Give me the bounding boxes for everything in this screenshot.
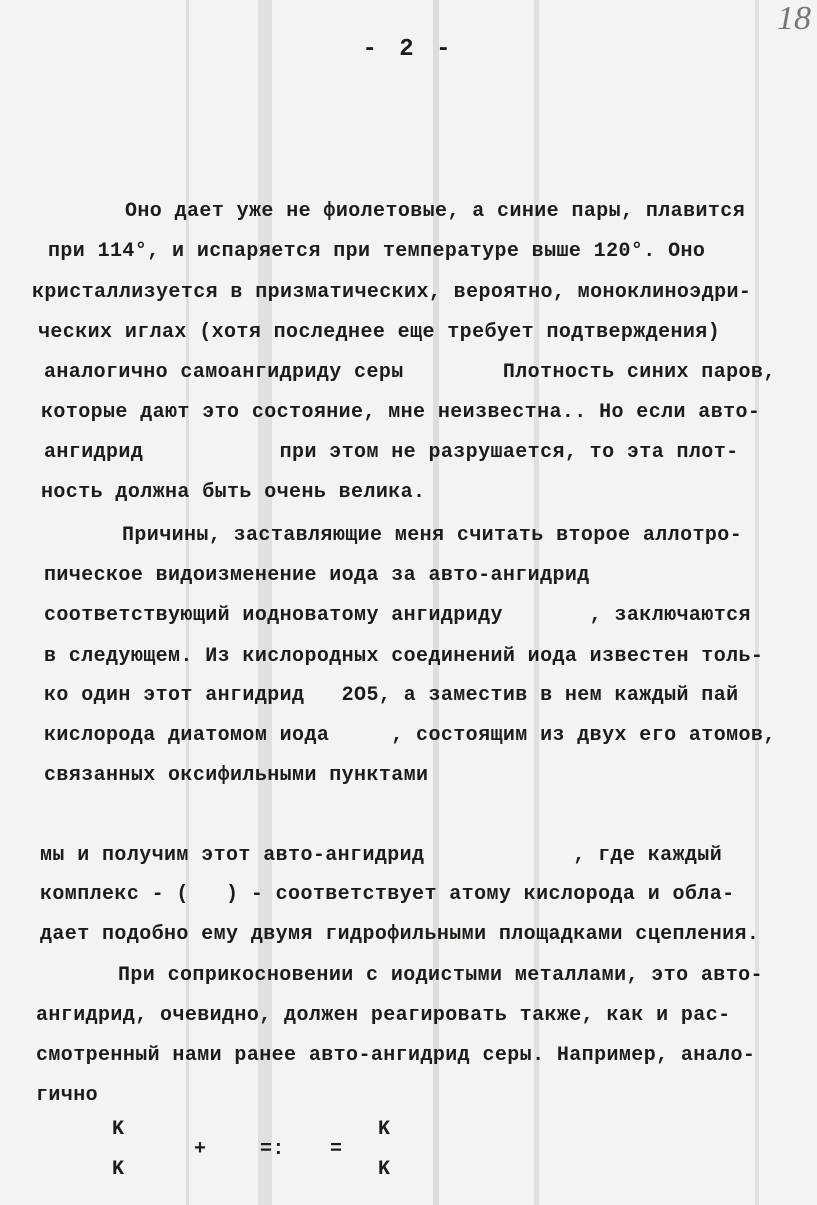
text-line: Оно дает уже не фиолетовые, а синие пары, плавится [125, 200, 746, 223]
text-line: аналогично самоангидриду серы Плотность синих паров, [44, 361, 776, 384]
text-line: ко один этот ангидрид 2O5, а заместив в нем каждый пай [44, 684, 739, 707]
text-line: соответствующий иодноватому ангидриду , заключаются [44, 604, 751, 627]
text-line: которые дают это состояние, мне неизвестна.. Но если авто- [41, 401, 761, 424]
text-line: комплекс - ( ) - соответствует атому кислорода и обла- [40, 883, 735, 906]
text-line: ангидрид, очевидно, должен реагировать также, как и рас- [36, 1004, 731, 1027]
text-line: мы и получим этот авто-ангидрид , где каждый [40, 844, 723, 867]
text-line: дает подобно ему двумя гидрофильными площадками сцепления. [40, 923, 760, 946]
text-line: пическое видоизменение иода за авто-ангидрид [44, 564, 590, 587]
equation-sign: = [330, 1138, 343, 1161]
text-line: смотренный нами ранее авто-ангидрид серы. Например, анало- [36, 1044, 756, 1067]
text-line: При соприкосновении с иодистыми металлами, это авто- [118, 964, 763, 987]
equation-k-left-top: K [112, 1118, 125, 1141]
text-line: кристаллизуется в призматических, вероятно, моноклиноэдри- [32, 281, 752, 304]
equation-k-right-bottom: K [378, 1158, 391, 1181]
equation-plus: + [194, 1138, 207, 1161]
equation-k-right-top: K [378, 1118, 391, 1141]
page-number: - 2 - [362, 36, 455, 63]
scan-streak [755, 0, 759, 1205]
text-line: кислорода диатомом иода , состоящим из двух его атомов, [44, 724, 776, 747]
text-line: при 114°, и испаряется при температуре выше 120°. Оно [48, 240, 706, 263]
text-line: ангидрид при этом не разрушается, то эта плот- [44, 441, 739, 464]
equation-k-left-bottom: K [112, 1158, 125, 1181]
text-line: гично [36, 1084, 99, 1107]
text-line: ность должна быть очень велика. [41, 481, 426, 504]
text-line: Причины, заставляющие меня считать второе аллотро- [122, 524, 743, 547]
text-line: связанных оксифильными пунктами [44, 764, 429, 787]
text-line: ческих иглах (хотя последнее еще требует подтверждения) [38, 321, 721, 344]
text-line: в следующем. Из кислородных соединений иода известен толь- [44, 645, 764, 668]
equation-sign: =: [260, 1138, 285, 1161]
handwritten-page-mark: 18 [777, 0, 811, 37]
